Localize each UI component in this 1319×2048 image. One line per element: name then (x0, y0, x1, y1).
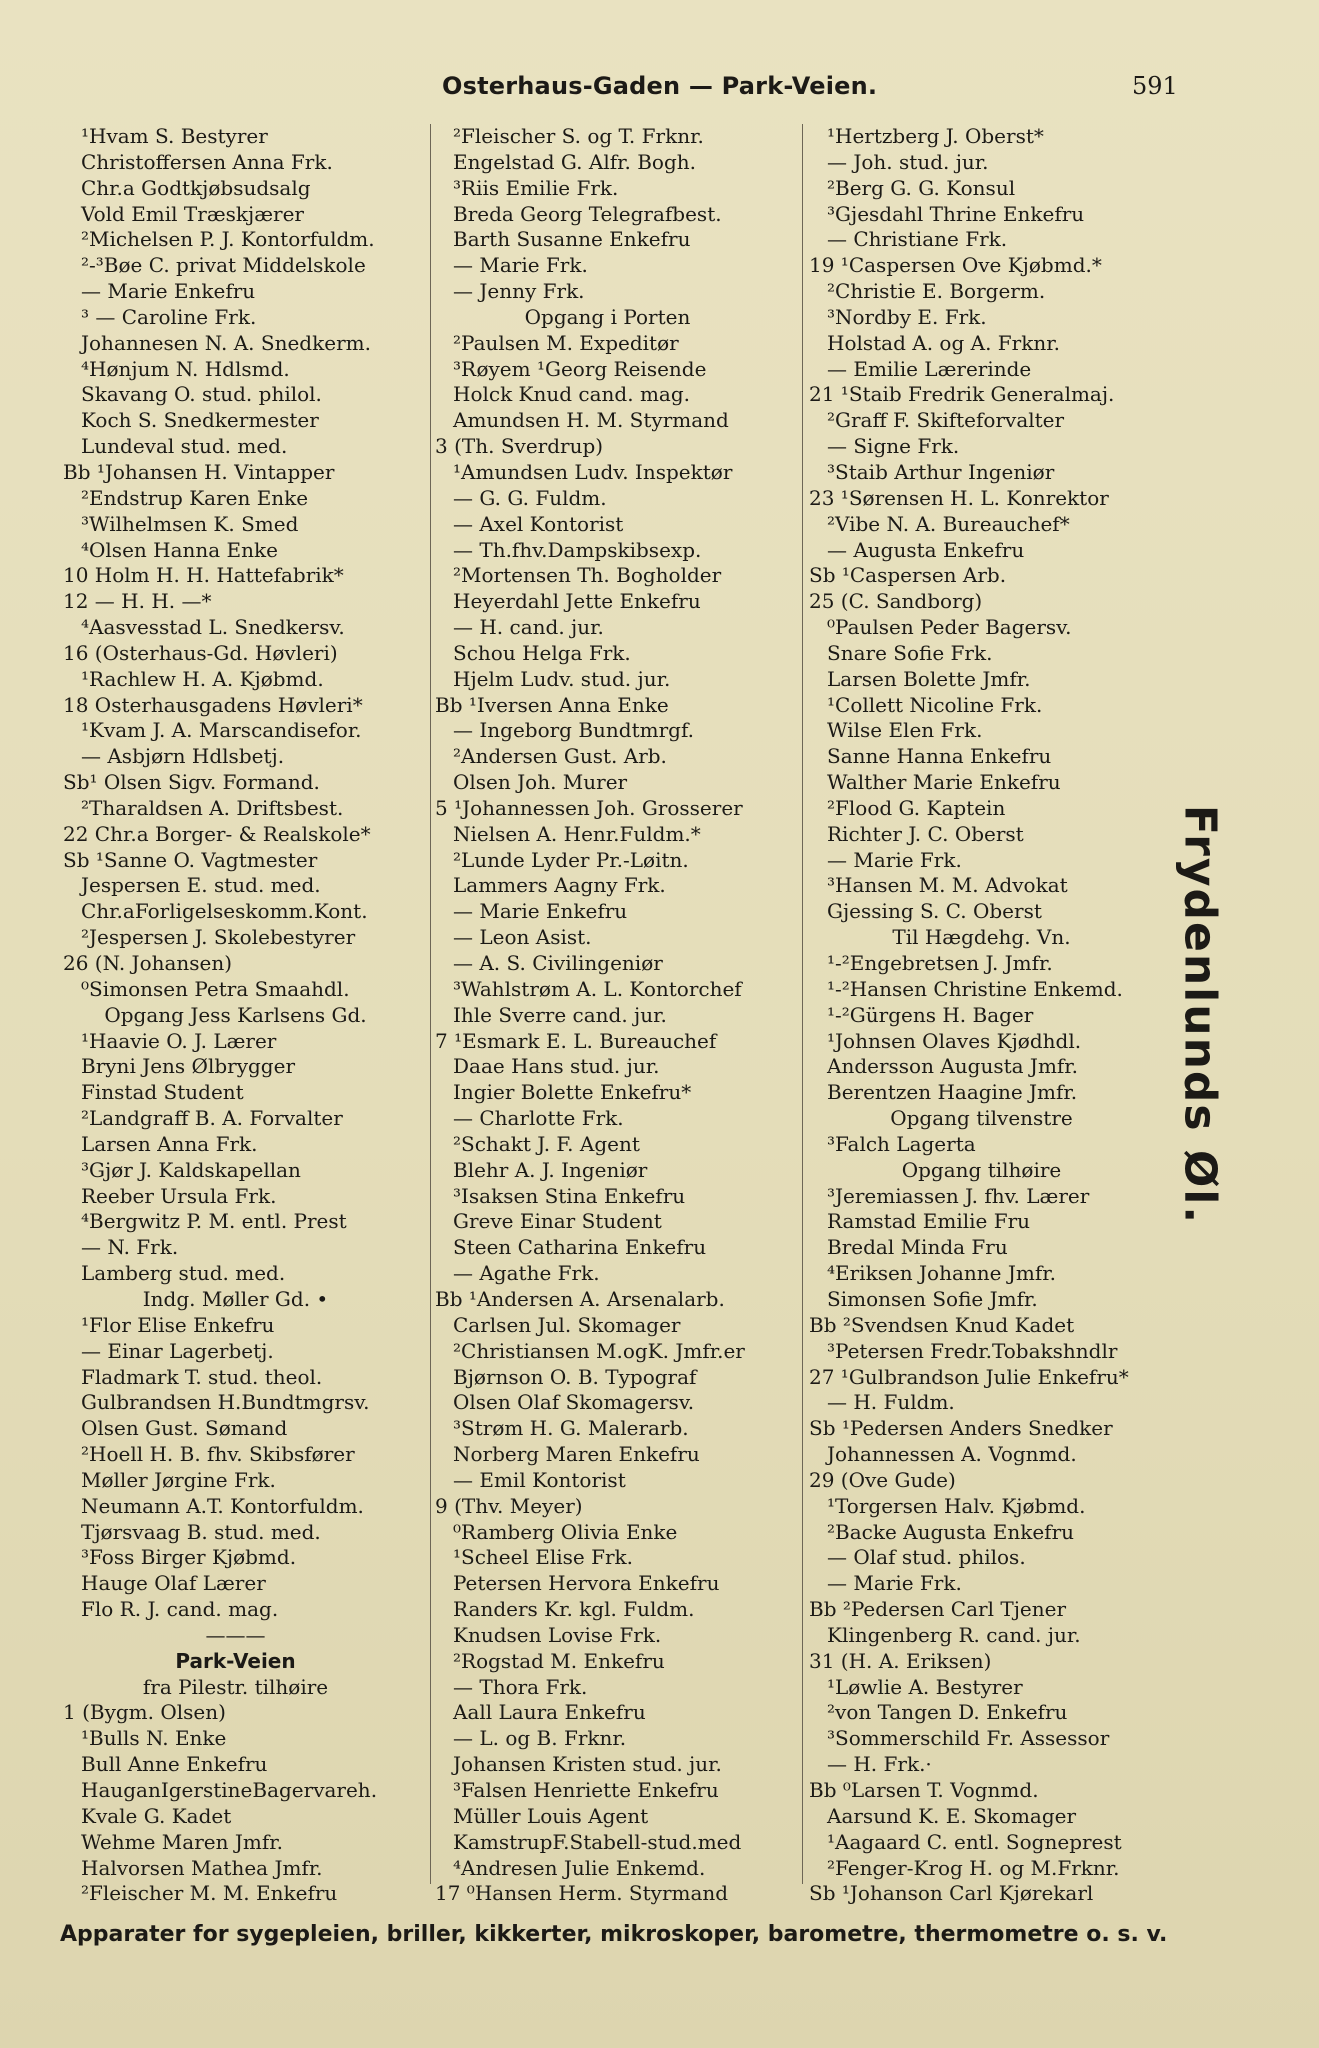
side-label: Frydenlunds Øl. (1174, 804, 1226, 1226)
directory-entry: 22 Chr.a Borger- & Realskole* (63, 821, 371, 846)
directory-entry: ²Landgraff B. A. Forvalter (81, 1106, 343, 1131)
section-separator: ——— (205, 1622, 266, 1647)
directory-entry: Daae Hans stud. jur. (453, 1054, 660, 1079)
directory-entry: ³Hansen M. M. Advokat (827, 873, 1068, 898)
directory-entry: — H. Frk.· (827, 1752, 932, 1777)
directory-entry: Müller Louis Agent (453, 1803, 649, 1828)
directory-entry: Olsen Olaf Skomagersv. (453, 1390, 695, 1415)
directory-entry: Wehme Maren Jmfr. (81, 1829, 283, 1854)
directory-entry: Hjelm Ludv. stud. jur. (453, 666, 671, 691)
directory-entry: Hauge Olaf Lærer (81, 1571, 266, 1596)
side-advertisement (1170, 804, 1230, 1226)
directory-entry: fra Pilestr. tilhøire (142, 1674, 329, 1699)
directory-entry: ²Endstrup Karen Enke (81, 485, 309, 510)
directory-entry: ⁰Simonsen Petra Smaahdl. (81, 976, 350, 1001)
directory-entry: ²Hoell H. B. fhv. Skibsfører (81, 1442, 355, 1467)
directory-entry: ²Berg G. G. Konsul (827, 175, 1016, 200)
directory-entry: Johannessen A. Vognmd. (827, 1442, 1077, 1467)
directory-entry: Larsen Bolette Jmfr. (827, 666, 1031, 691)
directory-entry: Bb ¹Andersen A. Arsenalarb. (435, 1286, 725, 1311)
directory-entry: ²-³Bøe C. privat Middelskole (81, 253, 366, 278)
directory-entry: ¹Hvam S. Bestyrer (81, 124, 268, 148)
directory-entry: Sanne Hanna Enkefru (827, 744, 1052, 769)
directory-entry: Ramstad Emilie Fru (827, 1209, 1031, 1234)
page-header (0, 72, 1319, 112)
directory-entry: Ihle Sverre cand. jur. (453, 1002, 667, 1027)
directory-entry: — H. Fuldm. (827, 1390, 955, 1415)
directory-entry: ³Strøm H. G. Malerarb. (453, 1416, 689, 1441)
directory-entry: Larsen Anna Frk. (81, 1131, 258, 1156)
directory-entry: Carlsen Jul. Skomager (453, 1312, 681, 1337)
directory-entry: ²Vibe N. A. Bureauchef* (827, 511, 1070, 536)
directory-entry: 3 (Th. Sverdrup) (435, 434, 604, 459)
section-heading: Park-Veien (175, 1648, 296, 1673)
directory-entry: Tjørsvaag B. stud. med. (81, 1519, 321, 1544)
column-divider (802, 124, 803, 1884)
directory-entry: 1 (Bygm. Olsen) (63, 1700, 226, 1725)
directory-entry: — Marie Frk. (827, 1571, 962, 1596)
directory-entry: — Jenny Frk. (453, 279, 585, 304)
directory-entry: ³Røyem ¹Georg Reisende (453, 356, 707, 381)
directory-entry: — Asbjørn Hdlsbetj. (81, 744, 285, 769)
directory-entry: ⁴Eriksen Johanne Jmfr. (827, 1261, 1056, 1286)
directory-entry: Finstad Student (81, 1080, 244, 1105)
directory-entry: Breda Georg Telegrafbest. (453, 201, 722, 226)
directory-entry: ²Schakt J. F. Agent (453, 1131, 640, 1156)
directory-entry: 17 ⁰Hansen Herm. Styrmand (435, 1881, 729, 1906)
directory-entry: Bb ¹Iversen Anna Enke (435, 692, 669, 717)
directory-entry: Bb ²Svendsen Knud Kadet (809, 1312, 1075, 1337)
directory-entry: Lundeval stud. med. (81, 434, 288, 459)
directory-entry: — Axel Kontorist (453, 511, 624, 536)
directory-entry: ⁴Hønjum N. Hdlsmd. (81, 356, 290, 381)
directory-entry: Skavang O. stud. philol. (81, 382, 322, 407)
directory-entry: ³Staib Arthur Ingeniør (827, 459, 1055, 484)
directory-entry: — Marie Enkefru (453, 899, 628, 924)
directory-entry: ³Nordby E. Frk. (827, 304, 987, 329)
directory-entry: Bb ⁰Larsen T. Vognmd. (809, 1778, 1039, 1802)
directory-entry: Ingier Bolette Enkefru* (453, 1080, 692, 1105)
directory-entry: Gulbrandsen H.Bundtmgrsv. (81, 1390, 370, 1415)
directory-entry: 18 Osterhausgadens Høvleri* (63, 692, 363, 717)
directory-entry: Aarsund K. E. Skomager (827, 1803, 1077, 1828)
directory-entry: Til Hægdehg. Vn. (892, 925, 1071, 950)
directory-entry: ³Isaksen Stina Enkefru (453, 1183, 686, 1208)
footer-advertisement: Apparater for sygepleien, briller, kikkerter, mikroskoper, barometre, thermometre o. s. v. (60, 1922, 1168, 1947)
column-3 (809, 124, 1154, 1907)
directory-entry: Opgang i Porten (524, 304, 691, 329)
directory-entry: Bryni Jens Ølbrygger (81, 1054, 296, 1079)
directory-entry: ¹-²Engebretsen J. Jmfr. (827, 951, 1053, 975)
directory-entry: ²Fleischer M. M. Enkefru (81, 1881, 338, 1906)
directory-entry: Fladmark T. stud. theol. (81, 1364, 323, 1389)
directory-entry: — Emil Kontorist (453, 1467, 626, 1492)
directory-entry: ²Fleischer S. og T. Frknr. (453, 124, 704, 148)
directory-entry: Neumann A.T. Kontorfuldm. (81, 1493, 364, 1518)
column-1 (63, 124, 408, 1907)
directory-entry: 16 (Osterhaus-Gd. Høvleri) (63, 640, 338, 665)
directory-entry: ¹Flor Elise Enkefru (81, 1312, 275, 1337)
directory-entry: Olsen Joh. Murer (453, 770, 628, 795)
directory-entry: 5 ¹Johannessen Joh. Grosserer (435, 795, 743, 820)
directory-entry: 26 (N. Johansen) (63, 951, 233, 975)
directory-entry: — Augusta Enkefru (827, 537, 1025, 562)
directory-entry: Lamberg stud. med. (81, 1261, 286, 1286)
directory-entry: ¹Hertzberg J. Oberst* (827, 124, 1044, 148)
directory-entry: Sb¹ Olsen Sigv. Formand. (63, 770, 320, 795)
directory-entry: ²Andersen Gust. Arb. (453, 744, 667, 769)
directory-entry: — N. Frk. (81, 1235, 179, 1260)
directory-entry: Christoffersen Anna Frk. (81, 149, 333, 174)
directory-entry: ⁴Andresen Julie Enkemd. (453, 1855, 706, 1880)
directory-entry: Chr.a Godtkjøbsudsalg (81, 175, 311, 200)
directory-entry: ²Christiansen M.ogK. Jmfr.er (453, 1338, 745, 1363)
directory-entry: 7 ¹Esmark E. L. Bureauchef (435, 1028, 717, 1053)
directory-entry: 29 (Ove Gude) (809, 1467, 956, 1492)
directory-entry: Norberg Maren Enkefru (453, 1442, 700, 1467)
page-number: 591 (1132, 72, 1178, 100)
directory-entry: Bb ¹Johansen H. Vintapper (63, 459, 335, 484)
directory-entry: Indg. Møller Gd. • (142, 1286, 329, 1311)
directory-entry: Nielsen A. Henr.Fuldm.* (453, 821, 701, 846)
directory-entry: 23 ¹Sørensen H. L. Konrektor (809, 485, 1109, 510)
directory-entry: ³ — Caroline Frk. (81, 304, 257, 329)
directory-entry: ¹Scheel Elise Frk. (453, 1545, 633, 1570)
directory-entry: Simonsen Sofie Jmfr. (827, 1286, 1038, 1311)
directory-entry: Greve Einar Student (453, 1209, 662, 1234)
directory-entry: Flo R. J. cand. mag. (81, 1597, 279, 1622)
directory-entry: ³Petersen Fredr.Tobakshndlr (827, 1338, 1118, 1363)
directory-entry: ¹Johnsen Olaves Kjødhdl. (827, 1028, 1082, 1053)
directory-entry: ³Foss Birger Kjøbmd. (81, 1545, 297, 1570)
directory-entry: ¹-²Hansen Christine Enkemd. (827, 976, 1123, 1001)
directory-entry: Sb ¹Johanson Carl Kjørekarl (809, 1881, 1094, 1906)
directory-entry: Johansen Kristen stud. jur. (453, 1752, 722, 1777)
directory-entry: — Joh. stud. jur. (827, 149, 989, 174)
directory-entry: — Olaf stud. philos. (827, 1545, 1026, 1570)
directory-entry: KamstrupF.Stabell-stud.med (453, 1829, 742, 1854)
directory-entry: Berentzen Haagine Jmfr. (827, 1080, 1078, 1105)
directory-entry: Wilse Elen Frk. (827, 718, 983, 743)
directory-entry: 12 — H. H. —* (63, 589, 212, 614)
directory-entry: Reeber Ursula Frk. (81, 1183, 277, 1208)
directory-entry: ¹Amundsen Ludv. Inspektør (453, 459, 733, 484)
directory-entry: Opgang tilvenstre (890, 1106, 1073, 1131)
directory-entry: Bjørnson O. B. Typograf (453, 1364, 697, 1389)
directory-entry: ¹Aagaard C. entl. Sogneprest (827, 1829, 1122, 1854)
directory-entry: ²Christie E. Borgerm. (827, 279, 1046, 304)
directory-entry: Blehr A. J. Ingeniør (453, 1157, 648, 1182)
directory-entry: Knudsen Lovise Frk. (453, 1622, 662, 1647)
directory-entry: ²Rogstad M. Enkefru (453, 1648, 665, 1673)
directory-entry: ⁰Ramberg Olivia Enke (453, 1519, 678, 1544)
directory-entry: ³Sommerschild Fr. Assessor (827, 1726, 1110, 1751)
directory-entry: ¹Kvam J. A. Marscandisefor. (81, 718, 362, 743)
directory-entry: ²Michelsen P. J. Kontorfuldm. (81, 227, 375, 252)
directory-entry: ²Fenger-Krog H. og M.Frknr. (827, 1855, 1120, 1880)
directory-entry: — Marie Enkefru (81, 279, 256, 304)
directory-entry: Kvale G. Kadet (81, 1803, 232, 1828)
directory-entry: Opgang tilhøire (901, 1157, 1062, 1182)
directory-entry: Schou Helga Frk. (453, 640, 631, 665)
directory-entry: Sb ¹Caspersen Arb. (809, 563, 1007, 588)
directory-entry: — Signe Frk. (827, 434, 960, 459)
directory-entry: Bull Anne Enkefru (81, 1752, 268, 1777)
directory-entry: Amundsen H. M. Styrmand (453, 408, 729, 433)
directory-entry: — Charlotte Frk. (453, 1106, 624, 1131)
directory-entry: Chr.aForligelseskomm.Kont. (81, 899, 368, 924)
directory-entry: ⁴Olsen Hanna Enke (81, 537, 278, 562)
directory-entry: — Thora Frk. (453, 1674, 588, 1699)
directory-entry: ³Gjesdahl Thrine Enkefru (827, 201, 1085, 226)
directory-entry: Sb ¹Sanne O. Vagtmester (63, 847, 318, 872)
directory-entry: 21 ¹Staib Fredrik Generalmaj. (809, 382, 1115, 407)
directory-entry: — Christiane Frk. (827, 227, 1008, 252)
directory-entry: — Marie Frk. (453, 253, 588, 278)
directory-entry: ³Wahlstrøm A. L. Kontorchef (453, 976, 742, 1001)
directory-entry: HauganIgerstineBagervareh. (81, 1778, 378, 1802)
directory-entry: Barth Susanne Enkefru (453, 227, 691, 252)
directory-entry: Richter J. C. Oberst (827, 821, 1024, 846)
directory-entry: Opgang Jess Karlsens Gd. (104, 1002, 367, 1027)
page-title: Osterhaus-Gaden — Park-Veien. (442, 72, 878, 100)
directory-entry: Koch S. Snedkermester (81, 408, 319, 433)
directory-entry: ²Jespersen J. Skolebestyrer (81, 925, 356, 950)
directory-entry: Andersson Augusta Jmfr. (827, 1054, 1079, 1079)
directory-entry: — Th.fhv.Dampskibsexp. (453, 537, 702, 562)
directory-entry: ³Falsen Henriette Enkefru (453, 1778, 719, 1802)
directory-entry: Steen Catharina Enkefru (453, 1235, 707, 1260)
directory-entry: ²Mortensen Th. Bogholder (453, 563, 722, 588)
directory-entry: Lammers Aagny Frk. (453, 873, 666, 898)
directory-entry: ¹Bulls N. Enke (81, 1726, 227, 1751)
column-divider (430, 124, 431, 1884)
directory-entry: — Agathe Frk. (453, 1261, 600, 1286)
directory-entry: Heyerdahl Jette Enkefru (453, 589, 701, 614)
directory-entry: ³Riis Emilie Frk. (453, 175, 619, 200)
directory-entry: Olsen Gust. Sømand (81, 1416, 288, 1441)
directory-entry: Holstad A. og A. Frknr. (827, 330, 1060, 355)
directory-entry: ⁴Bergwitz P. M. entl. Prest (81, 1209, 347, 1234)
directory-entry: — L. og B. Frknr. (453, 1726, 627, 1751)
directory-entry: Petersen Hervora Enkefru (453, 1571, 720, 1596)
directory-entry: — A. S. Civilingeniør (453, 951, 663, 975)
directory-entry: ²Flood G. Kaptein (827, 795, 1006, 820)
directory-entry: ⁰Paulsen Peder Bagersv. (827, 615, 1072, 640)
directory-entry: ²Paulsen M. Expeditør (453, 330, 679, 355)
directory-entry: Klingenberg R. cand. jur. (827, 1622, 1081, 1647)
directory-entry: Aall Laura Enkefru (453, 1700, 646, 1725)
directory-entry: — Leon Asist. (453, 925, 592, 950)
directory-entry: 9 (Thv. Meyer) (435, 1493, 583, 1518)
directory-entry: Snare Sofie Frk. (827, 640, 993, 665)
directory-entry: — Emilie Lærerinde (827, 356, 1032, 381)
directory-entry: Jespersen E. stud. med. (81, 873, 321, 898)
directory-entry: Møller Jørgine Frk. (81, 1467, 276, 1492)
directory-entry: 25 (C. Sandborg) (809, 589, 983, 614)
directory-entry: ²von Tangen D. Enkefru (827, 1700, 1068, 1725)
directory-entry: Johannesen N. A. Snedkerm. (81, 330, 371, 355)
directory-entry: 31 (H. A. Eriksen) (809, 1648, 992, 1673)
directory-entry: — Marie Frk. (827, 847, 962, 872)
directory-entry: 27 ¹Gulbrandson Julie Enkefru* (809, 1364, 1129, 1389)
directory-entry: Bredal Minda Fru (827, 1235, 1008, 1260)
directory-entry: Holck Knud cand. mag. (453, 382, 690, 407)
directory-entry: Randers Kr. kgl. Fuldm. (453, 1597, 695, 1622)
directory-entry: ³Gjør J. Kaldskapellan (81, 1157, 301, 1182)
directory-entry: ²Graff F. Skifteforvalter (827, 408, 1065, 433)
directory-entry: — Einar Lagerbetj. (81, 1338, 274, 1363)
directory-entry: ²Backe Augusta Enkefru (827, 1519, 1075, 1544)
directory-entry: ¹Haavie O. J. Lærer (81, 1028, 277, 1053)
directory-entry: ⁴Aasvesstad L. Snedkersv. (81, 615, 345, 640)
directory-entry: — G. G. Fuldm. (453, 485, 607, 510)
directory-entry: Bb ²Pedersen Carl Tjener (809, 1597, 1067, 1622)
directory-entry: ²Tharaldsen A. Driftsbest. (81, 795, 344, 820)
directory-entry: ³Wilhelmsen K. Smed (81, 511, 299, 536)
directory-entry: — Ingeborg Bundtmrgf. (453, 718, 695, 743)
directory-entry: 10 Holm H. H. Hattefabrik* (63, 563, 344, 588)
directory-entry: Halvorsen Mathea Jmfr. (81, 1855, 323, 1880)
directory-entry: ¹Collett Nicoline Frk. (827, 692, 1043, 717)
directory-entry: ²Lunde Lyder Pr.-Løitn. (453, 847, 689, 872)
directory-entry: Walther Marie Enkefru (827, 770, 1061, 795)
directory-entry: ¹Torgersen Halv. Kjøbmd. (827, 1493, 1086, 1518)
directory-entry: ¹-²Gürgens H. Bager (827, 1002, 1034, 1027)
directory-entry: Vold Emil Træskjærer (81, 201, 304, 226)
directory-entry: 19 ¹Caspersen Ove Kjøbmd.* (809, 253, 1102, 278)
directory-entry: ¹Rachlew H. A. Kjøbmd. (81, 666, 324, 691)
directory-entry: Sb ¹Pedersen Anders Snedker (809, 1416, 1113, 1441)
directory-entry: Gjessing S. C. Oberst (827, 899, 1042, 924)
directory-entry: Engelstad G. Alfr. Bogh. (453, 149, 696, 174)
column-2 (435, 124, 780, 1907)
directory-entry: ³Falch Lagerta (827, 1131, 976, 1156)
directory-entry: ³Jeremiassen J. fhv. Lærer (827, 1183, 1090, 1208)
directory-entry: — H. cand. jur. (453, 615, 604, 640)
directory-entry: ¹Løwlie A. Bestyrer (827, 1674, 1023, 1699)
